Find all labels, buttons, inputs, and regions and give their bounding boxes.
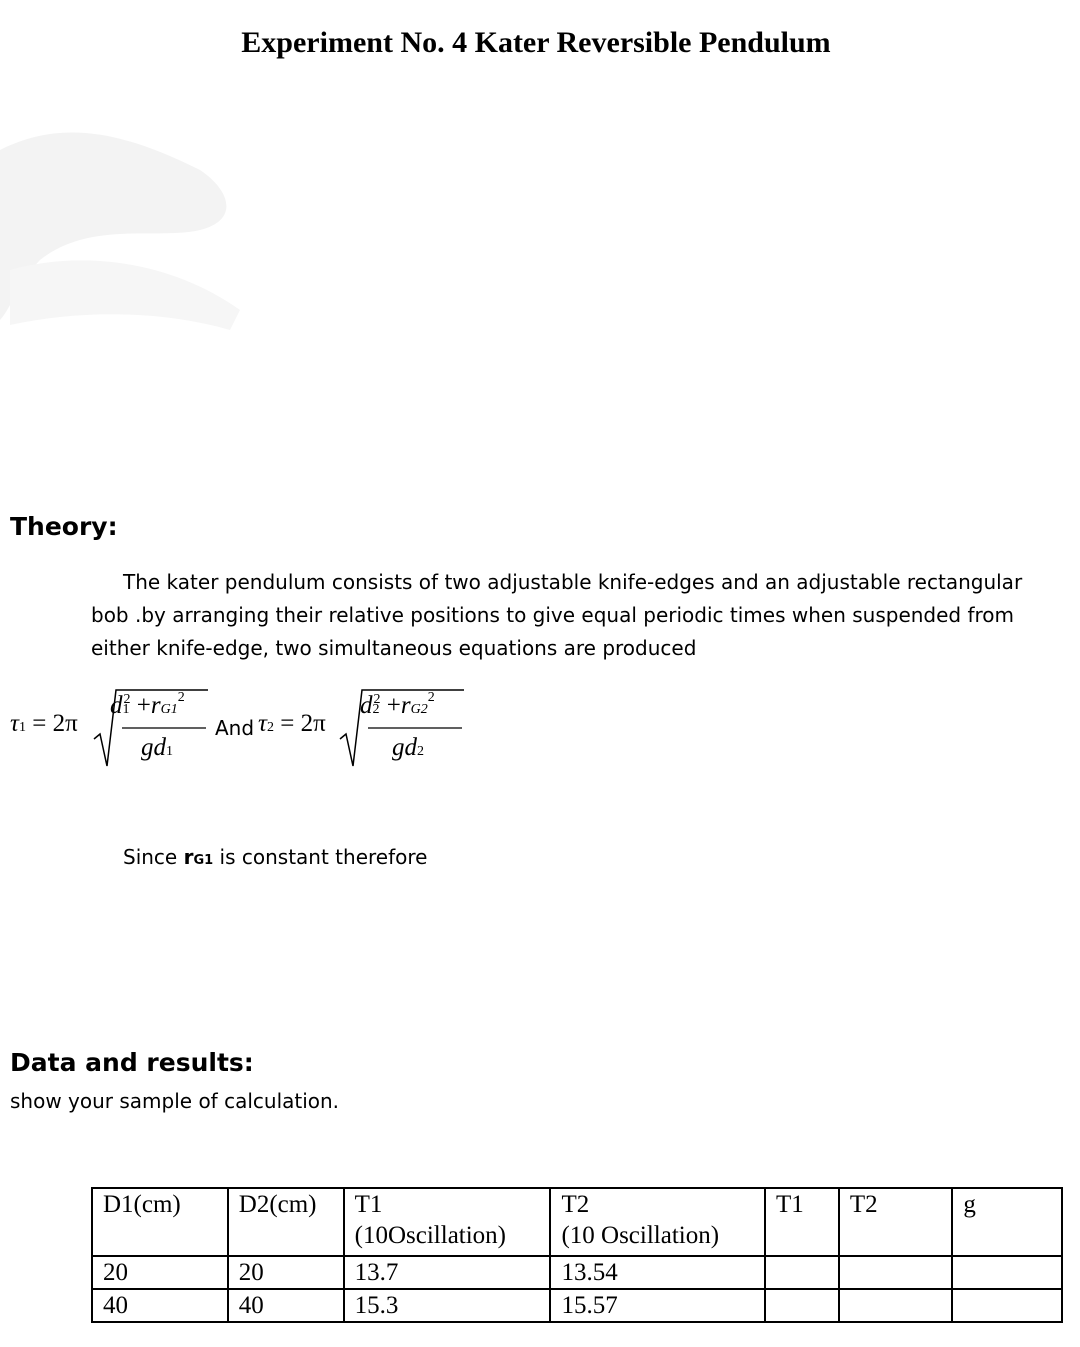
formula-1-denominator: gd1 [141,734,173,761]
table-row [92,1256,1062,1289]
table-cell: 13.7 [344,1256,551,1289]
scan-smudge [0,110,260,350]
table-cell: 40 [92,1289,228,1322]
period-formulas [0,680,520,780]
table-cell: 20 [92,1256,228,1289]
header-t2-10: T2 (10 Oscillation) [550,1188,765,1256]
table-cell: 15.3 [344,1289,551,1322]
table-cell [765,1256,839,1289]
calculation-note: show your sample of calculation. [10,1089,340,1113]
header-t2: T2 [839,1188,953,1256]
theory-line-3: either knife-edge, two simultaneous equations are produced [91,636,697,660]
formula-1-numerator: $d1^2 +rG1^2$ [110,690,185,719]
theory-heading: Theory: [10,512,118,541]
header-t1: T1 [765,1188,839,1256]
formula-2-lhs: τ2 = 2π [258,710,326,737]
table-row [92,1289,1062,1322]
table-cell [839,1289,953,1322]
header-g: g [952,1188,1062,1256]
theory-line-2: bob .by arranging their relative positions to give equal periodic times when suspended from [91,603,1015,627]
table-cell [952,1256,1062,1289]
table-cell [952,1289,1062,1322]
formula-2-denominator: gd2 [392,734,424,761]
table-header-row [92,1188,1062,1256]
results-table [91,1187,1063,1323]
table-cell: 13.54 [550,1256,765,1289]
data-results-heading: Data and results: [10,1048,254,1077]
table-cell [839,1256,953,1289]
table-cell: 40 [228,1289,344,1322]
header-d1: D1(cm) [92,1188,228,1256]
header-d2: D2(cm) [228,1188,344,1256]
formula-and: And [215,716,255,740]
page-title: Experiment No. 4 Kater Reversible Pendulum [241,26,831,59]
formula-2-numerator: $d2^2 +rG2^2$ [360,690,435,719]
formula-1-lhs: τ1 = 2π [10,710,78,737]
since-statement: Since rG1 is constant therefore [123,845,428,869]
theory-paragraph [91,566,1051,665]
table-cell: 15.57 [550,1289,765,1322]
table-cell [765,1289,839,1322]
theory-line-1: The kater pendulum consists of two adjustable knife-edges and an adjustable rectangular [123,570,1023,594]
header-t1-10: T1 (10Oscillation) [344,1188,551,1256]
table-cell: 20 [228,1256,344,1289]
